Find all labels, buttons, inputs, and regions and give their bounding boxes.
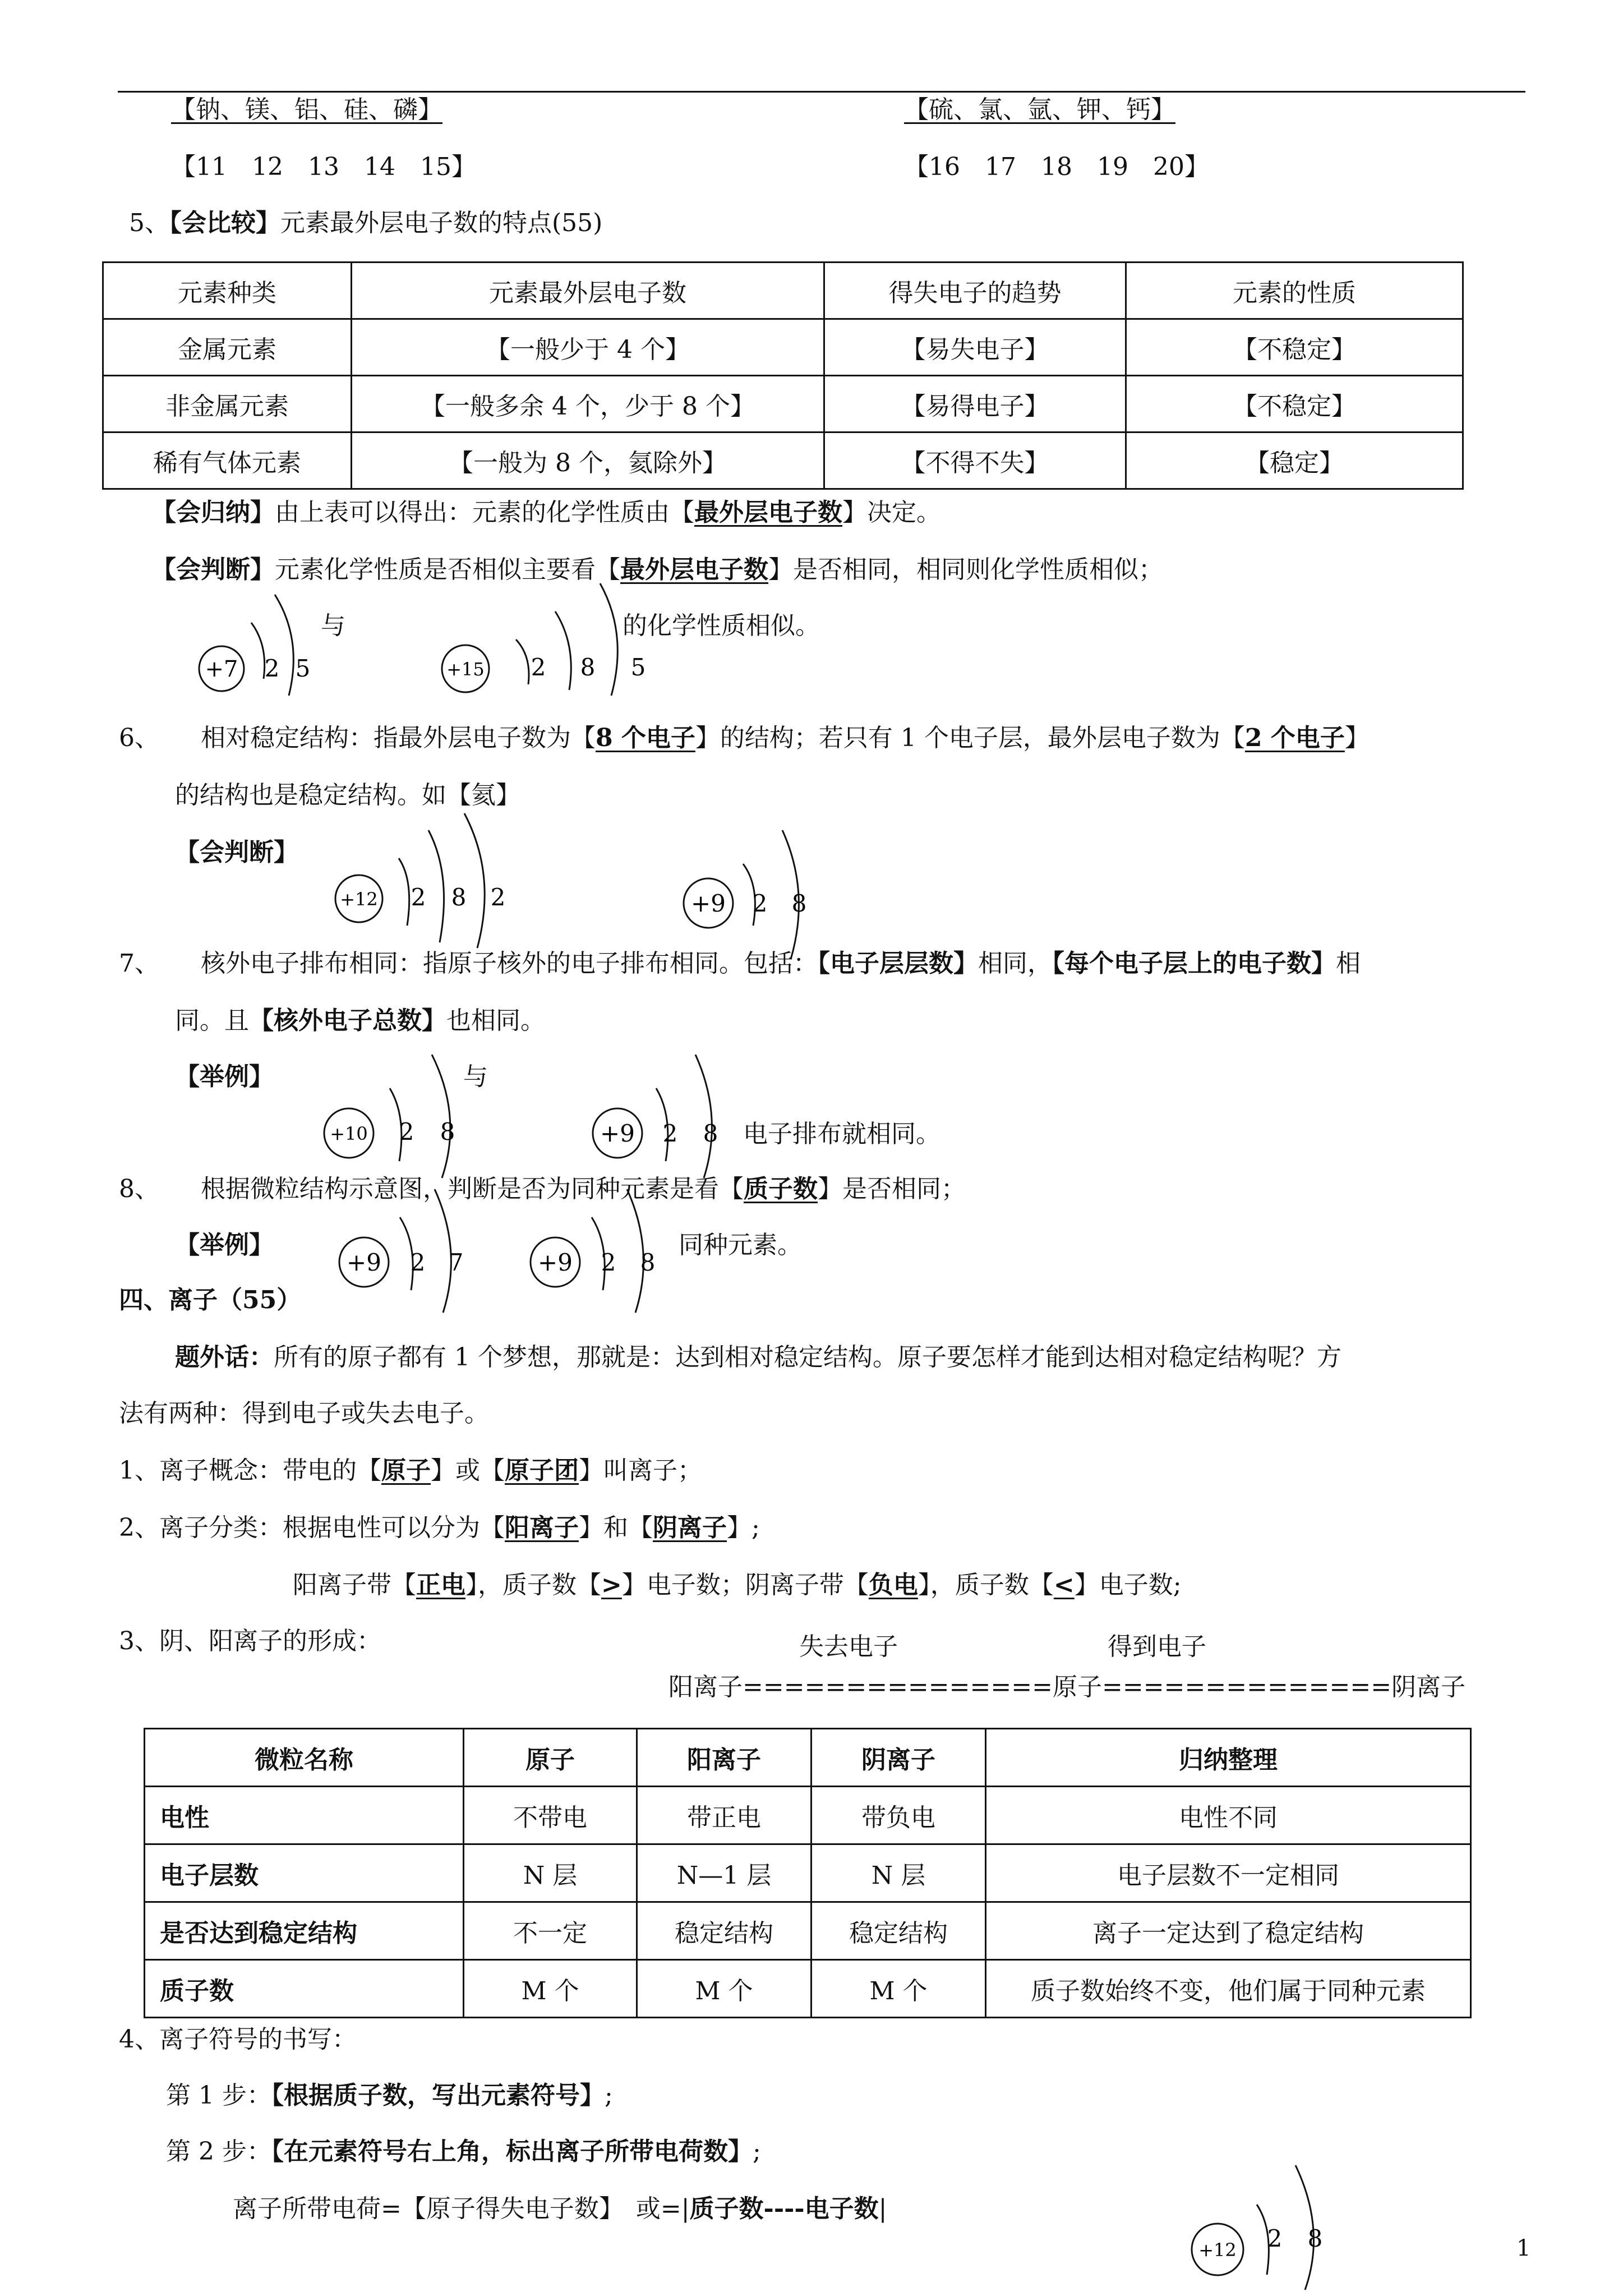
outer-electron-table [102, 261, 1464, 490]
table-row [145, 1960, 1471, 2018]
text: 同。且 [175, 1006, 249, 1035]
text: 阳离子带【 [293, 1571, 416, 1599]
table-row [145, 1787, 1471, 1844]
nucleus-charge: +12 [340, 889, 378, 910]
text: 2、离子分类：根据电性可以分为【 [119, 1513, 505, 1542]
judge-key: 最外层电子数 [620, 555, 768, 584]
ion-formation: 3、阴、阳离子的形成： [119, 1627, 381, 1655]
table-cell: 质子数始终不变，他们属于同种元素 [986, 1960, 1471, 2018]
aside-text: 所有的原子都有 1 个梦想，那就是：达到相对稳定结构。原子要怎样才能到达相对稳定结构呢？方 [274, 1343, 1341, 1372]
similar-text: 的化学性质相似。 [623, 611, 820, 640]
table-cell: 【稳定】 [1126, 432, 1463, 489]
shell-electrons: 2 [264, 655, 280, 682]
table-cell: 电性不同 [986, 1787, 1471, 1844]
step-1 [166, 2081, 613, 2110]
table-cell: 稳定结构 [637, 1902, 811, 1960]
section-number: 7、 [119, 949, 159, 978]
shell-arc [695, 1055, 712, 1178]
key-term: 【核外电子总数】 [249, 1006, 446, 1035]
shell-electrons: 7 [448, 1249, 464, 1276]
judge-tag: 【会判断】 [175, 838, 298, 867]
nucleus-charge: +9 [538, 1249, 573, 1276]
ion-charge-line [293, 1571, 1182, 1600]
and-word: 与 [463, 1062, 488, 1091]
table-cell: 【易得电子】 [824, 376, 1126, 432]
nucleus-charge: +7 [205, 656, 238, 682]
table-cell: 【一般多余 4 个，少于 8 个】 [352, 376, 824, 432]
element-group-left: 【钠、镁、铝、硅、磷】 [171, 95, 442, 124]
lose-electron-label: 失去电子 [799, 1632, 898, 1661]
table-cell: 【不得不失】 [824, 432, 1126, 489]
table-header-cell: 元素最外层电子数 [352, 263, 824, 319]
text: 1、离子概念：带电的【 [119, 1456, 381, 1485]
judge-tag: 【会判断】 [151, 555, 275, 584]
table-header-cell: 原子 [464, 1729, 637, 1787]
section-6-line2: 的结构也是稳定结构。如【氦】 [175, 781, 520, 809]
key-term: 8 个电子 [596, 724, 695, 752]
key-term: 原子团 [505, 1456, 579, 1485]
table-cell: 【不稳定】 [1126, 319, 1463, 376]
text: 相 [1336, 949, 1361, 978]
key-term: 质子数----电子数 [689, 2194, 879, 2223]
section-5-title [129, 209, 602, 238]
nucleus-charge: +12 [1198, 2239, 1237, 2261]
table-cell: 【不稳定】 [1126, 376, 1463, 432]
text: 】电子数; [1074, 1571, 1182, 1599]
table-cell: 电性 [145, 1787, 464, 1844]
atomic-numbers-left: 【11 12 13 14 15】 [171, 153, 476, 181]
judge-line [151, 555, 1163, 585]
header-rule [118, 91, 1525, 93]
text: 】，质子数【 [917, 1571, 1054, 1599]
table-cell: 金属元素 [103, 319, 352, 376]
key-term: 【每个电子层上的电子数】 [1052, 949, 1336, 978]
table-cell: 电子层数 [145, 1844, 464, 1902]
table-cell: 稀有气体元素 [103, 432, 352, 489]
shell-electrons: 2 [531, 654, 546, 681]
text: 】，质子数【 [465, 1571, 601, 1599]
table-cell: 【一般为 8 个，氦除外】 [352, 432, 824, 489]
table-header-row [103, 263, 1463, 319]
table-cell: M 个 [811, 1960, 986, 2018]
atom-diagram [527, 1189, 690, 1318]
text: 相同， [978, 949, 1052, 978]
key-term: 【电子层层数】 [818, 949, 978, 978]
atom-diagram [432, 583, 667, 696]
table-cell: 非金属元素 [103, 376, 352, 432]
text: | [878, 2194, 887, 2223]
table-header-row [145, 1729, 1471, 1787]
shell-electrons: 8 [580, 654, 596, 681]
shell-electrons: 2 [662, 1120, 678, 1147]
text: 】是否相同； [818, 1175, 966, 1203]
text: 】叫离子； [579, 1456, 702, 1485]
table-cell: N 层 [811, 1844, 986, 1902]
shell-electrons: 2 [399, 1118, 414, 1145]
shell-electrons: 8 [703, 1120, 718, 1147]
same-element-text: 同种元素。 [679, 1231, 802, 1259]
table-row [103, 432, 1463, 489]
table-cell: 稳定结构 [811, 1902, 986, 1960]
ion-concept [119, 1456, 702, 1485]
step-label: 第 1 步： [166, 2081, 271, 2110]
key-term: 【根据质子数，写出元素符号】 [271, 2081, 605, 2110]
shell-arc [432, 1055, 450, 1178]
text: 根据微粒结构示意图，判断是否为同种元素是看【 [201, 1175, 744, 1203]
table-header-cell: 阴离子 [811, 1729, 986, 1787]
example-tag: 【举例】 [175, 1231, 274, 1259]
aside-line1 [175, 1343, 1341, 1372]
atom-diagram [586, 1055, 743, 1178]
table-cell: 是否达到稳定结构 [145, 1902, 464, 1960]
summary-tag: 【会归纳】 [151, 498, 275, 527]
shell-arc [600, 583, 617, 696]
step-label: 第 2 步： [166, 2137, 271, 2166]
shell-electrons: 8 [451, 884, 467, 911]
text: 】和【 [579, 1513, 653, 1542]
charge-formula [233, 2194, 887, 2224]
table-row [103, 376, 1463, 432]
gain-electron-label: 得到电子 [1108, 1632, 1206, 1661]
text: ; [604, 2081, 613, 2110]
text: 也相同。 [446, 1006, 545, 1035]
ion-conversion-line: 阳离子===============原子==============阴离子 [668, 1673, 1466, 1701]
atom-diagram [681, 830, 827, 965]
key-term: < [1053, 1571, 1075, 1599]
shell-electrons: 2 [490, 884, 506, 911]
table-header-cell: 阳离子 [637, 1729, 811, 1787]
nucleus-charge: +10 [330, 1123, 368, 1144]
text: 】或【 [431, 1456, 505, 1485]
summary-text: 由上表可以得出：元素的化学性质由【 [275, 498, 694, 527]
nucleus-charge: +9 [600, 1120, 635, 1147]
step-2 [166, 2137, 761, 2166]
table-cell: 离子一定达到了稳定结构 [986, 1902, 1471, 1960]
text: 】的结构；若只有 1 个电子层，最外层电子数为【 [695, 724, 1245, 752]
ion-classification [119, 1513, 760, 1543]
shell-electrons: 2 [1267, 2225, 1283, 2252]
key-term: 2 个电子 [1244, 724, 1345, 752]
shell-arc [516, 639, 529, 684]
summary-line [151, 498, 941, 527]
table-row [103, 319, 1463, 376]
table-cell: N 层 [464, 1844, 637, 1902]
shell-arc [251, 623, 265, 679]
text: 】电子数；阴离子带【 [621, 1571, 869, 1599]
section-tag: 【会比较】 [169, 209, 280, 237]
table-cell: 带正电 [637, 1787, 811, 1844]
ion-heading: 四、离子（55） [119, 1286, 302, 1314]
table-cell: 质子数 [145, 1960, 464, 2018]
key-term: 【在元素符号右上角，标出离子所带电荷数】 [271, 2137, 753, 2166]
table-cell: 【易失电子】 [824, 319, 1126, 376]
ion-symbol-heading: 4、离子符号的书写： [119, 2025, 357, 2054]
shell-electrons: 2 [410, 1249, 426, 1276]
particle-comparison-table [144, 1728, 1472, 2018]
and-word: 与 [321, 611, 345, 640]
atom-diagram [320, 1055, 505, 1178]
section-number: 5、 [129, 209, 169, 237]
section-7-line2 [175, 1006, 545, 1036]
table-row [145, 1844, 1471, 1902]
table-header-cell: 元素种类 [103, 263, 352, 319]
aside-tag: 题外话： [175, 1343, 274, 1372]
judge-text: 元素化学性质是否相似主要看【 [275, 555, 620, 584]
shell-electrons: 5 [295, 655, 311, 682]
key-term: > [601, 1571, 622, 1599]
section-number: 6、 [119, 724, 159, 752]
table-header-cell: 元素的性质 [1126, 263, 1463, 319]
table-cell: 电子层数不一定相同 [986, 1844, 1471, 1902]
shell-arc [555, 611, 571, 690]
shell-electrons: 8 [440, 1118, 455, 1145]
page-number: 1 [1516, 2235, 1531, 2261]
aside-line2: 法有两种：得到电子或失去电子。 [119, 1399, 489, 1428]
shell-electrons: 2 [752, 890, 768, 917]
key-term: 阴离子 [653, 1513, 727, 1542]
text: 相对稳定结构：指最外层电子数为【 [201, 724, 596, 752]
atom-diagram [334, 1189, 496, 1318]
table-cell: N—1 层 [637, 1844, 811, 1902]
shell-arc [428, 830, 444, 942]
key-term: 正电 [416, 1571, 465, 1599]
shell-electrons: 5 [630, 654, 646, 681]
table-cell: M 个 [464, 1960, 637, 2018]
shell-electrons: 2 [601, 1249, 616, 1276]
nucleus-charge: +9 [347, 1249, 381, 1276]
atomic-numbers-right: 【16 17 18 19 20】 [904, 153, 1209, 181]
shell-electrons: 8 [640, 1249, 656, 1276]
summary-text-end: 】决定。 [842, 498, 941, 527]
same-text: 电子排布就相同。 [743, 1120, 940, 1148]
shell-electrons: 8 [791, 890, 807, 917]
key-term: 质子数 [744, 1175, 818, 1203]
section-title-text: 元素最外层电子数的特点(55) [280, 209, 603, 237]
text: 】 [1344, 724, 1370, 752]
table-cell: 不带电 [464, 1787, 637, 1844]
shell-arc [464, 813, 485, 948]
key-term: 原子 [381, 1456, 431, 1485]
nucleus-charge: +9 [691, 890, 726, 917]
table-header-cell: 归纳整理 [986, 1729, 1471, 1787]
table-cell: 【一般少于 4 个】 [352, 319, 824, 376]
nucleus-charge: +15 [446, 659, 485, 680]
atom-diagram [334, 813, 525, 948]
section-6-line1 [119, 724, 1370, 753]
table-header-cell: 得失电子的趋势 [824, 263, 1126, 319]
section-7-line1 [119, 949, 1361, 978]
text: 核外电子排布相同：指原子核外的电子排布相同。包括： [201, 949, 818, 978]
table-cell: M 个 [637, 1960, 811, 2018]
key-term: 负电 [868, 1571, 918, 1599]
shell-arc [399, 858, 409, 926]
atom-diagram [191, 583, 336, 696]
table-cell: 带负电 [811, 1787, 986, 1844]
table-cell: 不一定 [464, 1902, 637, 1960]
element-group-right: 【硫、氯、氩、钾、钙】 [904, 95, 1175, 124]
shell-electrons: 2 [411, 884, 426, 911]
section-number: 8、 [119, 1175, 159, 1203]
atom-diagram [1186, 2165, 1354, 2292]
summary-key: 最外层电子数 [694, 498, 842, 527]
judge-text-end: 】是否相同，相同则化学性质相似； [768, 555, 1163, 584]
text: 离子所带电荷=【原子得失电子数】 或=| [233, 2194, 690, 2223]
table-row [145, 1902, 1471, 1960]
key-term: 阳离子 [505, 1513, 579, 1542]
text: 】; [727, 1513, 760, 1542]
example-tag: 【举例】 [175, 1062, 274, 1091]
table-header-cell: 微粒名称 [145, 1729, 464, 1787]
text: ; [752, 2137, 761, 2166]
shell-electrons: 8 [1307, 2225, 1323, 2252]
